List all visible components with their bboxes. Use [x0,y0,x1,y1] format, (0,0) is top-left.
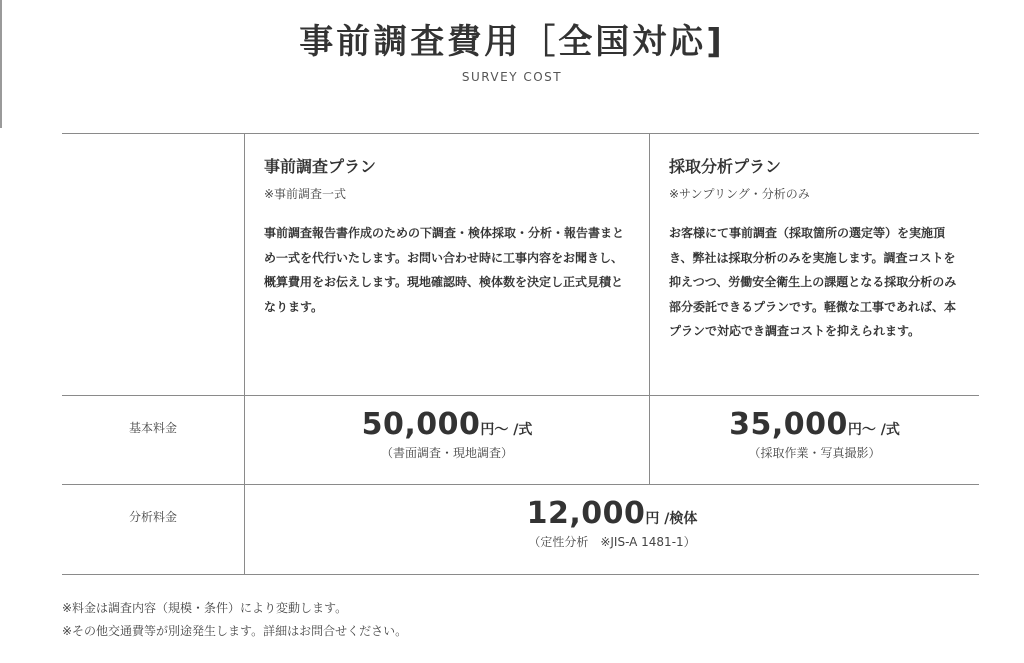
cost-table [62,133,979,575]
price-amount: 12,000 [526,496,646,531]
price-unit: 円〜 /式 [847,422,900,438]
page-subtitle: SURVEY COST [461,70,563,84]
analysis-fee-label: 分析料金 [62,485,245,575]
basic-fee-plan1 [245,396,650,485]
plan-name: 事前調査プラン [264,157,377,176]
plan-description: 事前調査報告書作成のための下調査・検体採取・分析・報告書まとめ一式を代行いたします。お問い合わせ時に工事内容をお聞きし、概算費用をお伝えします。現地確認時、検体数を決定し正式見積となります。 [264,226,625,314]
price-unit: 円〜 /式 [480,422,533,438]
basic-fee-row [62,396,979,485]
plan-note: ※事前調査一式 [264,187,347,201]
footnotes [62,597,407,643]
plan-card-sampling-analysis [650,134,980,396]
empty-corner-cell [62,134,245,396]
price-amount: 35,000 [729,407,848,442]
analysis-fee-cell [245,485,980,575]
price-detail: （採取作業・写真撮影） [748,446,881,460]
footnote: ※その他交通費等が別途発生します。詳細はお問合せください。 [62,624,408,638]
basic-fee-plan2 [650,396,980,485]
plan-description: お客様にて事前調査（採取箇所の選定等）を実施頂き、弊社は採取分析のみを実施します。調査コストを抑えつつ、労働安全衛生上の課題となる採取分析のみ部分委託できるプランです。軽微な工事であれば、本プランで対応でき調査コストを抑えられます。 [669,226,957,338]
footnote: ※料金は調査内容（規模・条件）により変動します。 [62,601,348,615]
page-title: 事前調査費用［全国対応] [299,22,725,62]
price-detail: （定性分析 ※JIS-A 1481-1） [528,535,696,549]
plan-note: ※サンプリング・分析のみ [669,187,810,201]
plan-row [62,134,979,396]
price-amount: 50,000 [361,407,481,442]
analysis-fee-row [62,485,979,575]
plan-name: 採取分析プラン [669,157,782,176]
plan-card-prior-survey [245,134,650,396]
price-unit: 円 /検体 [645,511,698,527]
price-detail: （書面調査・現地調査） [380,446,513,460]
basic-fee-label: 基本料金 [62,396,245,485]
